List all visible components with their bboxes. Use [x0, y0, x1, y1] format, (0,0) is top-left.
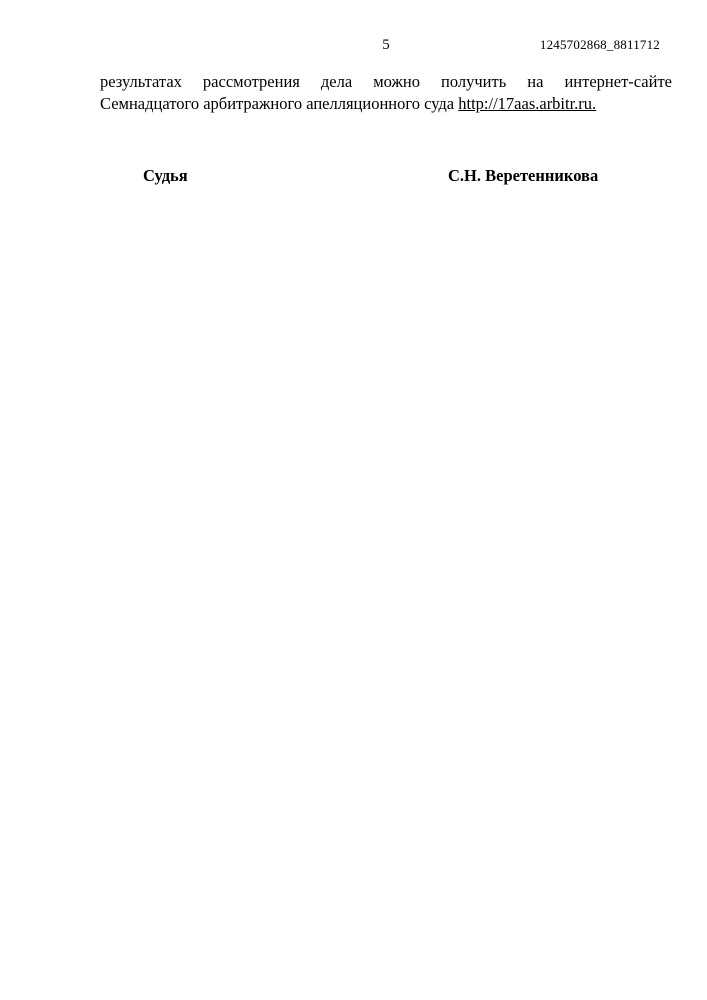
body-paragraph	[100, 71, 672, 115]
paragraph-line-2-text: Семнадцатого арбитражного апелляционного суда	[100, 94, 459, 113]
court-website-link[interactable]: http://17aas.arbitr.ru.	[458, 94, 597, 113]
document-id: 1245702868_8811712	[539, 37, 660, 52]
signature-row	[100, 166, 672, 188]
signature-role: Судья	[143, 166, 188, 185]
page-number: 5	[382, 37, 390, 53]
paragraph-line-2	[100, 93, 672, 115]
signature-name: С.Н. Веретенникова	[448, 166, 599, 185]
paragraph-line-1: результатах рассмотрения дела можно получить на интернет-сайте	[100, 72, 672, 91]
